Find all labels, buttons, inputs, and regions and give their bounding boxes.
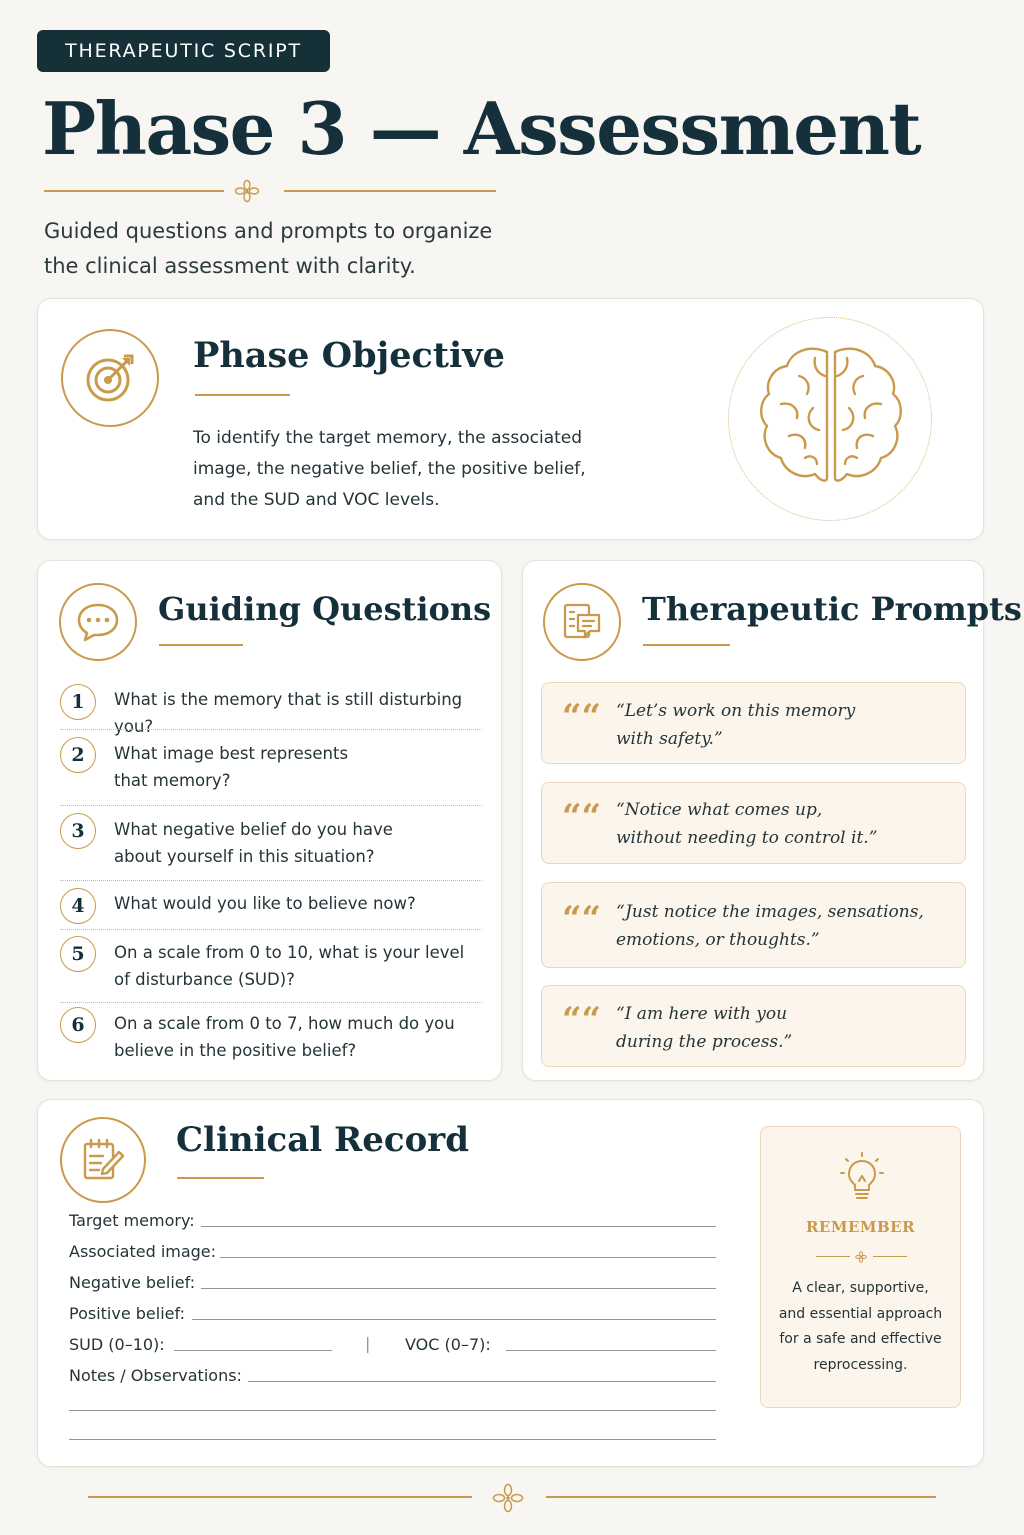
target-icon — [61, 329, 159, 427]
quote-icon: ““ — [562, 899, 602, 939]
negative-belief-field[interactable] — [201, 1288, 716, 1289]
remember-box — [760, 1126, 961, 1408]
notepad-pencil-icon — [60, 1117, 146, 1203]
lightbulb-icon — [840, 1151, 884, 1201]
target-memory-label: Target memory: — [69, 1211, 195, 1230]
questions-heading: Guiding Questions — [158, 590, 492, 628]
quote-icon: ““ — [562, 697, 602, 737]
question-divider — [60, 805, 482, 806]
flourish-icon — [488, 1482, 528, 1514]
field-separator: | — [365, 1334, 371, 1353]
prompt-text: “I am here with you during the process.” — [616, 1004, 793, 1052]
prompts-heading: Therapeutic Prompts — [642, 590, 1022, 628]
prompt-item — [541, 782, 966, 864]
page-title: Phase 3 — Assessment — [42, 86, 921, 171]
flourish-icon — [855, 1251, 867, 1263]
question-item — [60, 887, 482, 923]
question-item — [60, 683, 482, 736]
question-text: What would you like to believe now? — [114, 894, 416, 913]
question-divider — [60, 1002, 482, 1003]
objective-card — [37, 298, 984, 540]
question-text: What is the memory that is still disturbing you? — [114, 690, 463, 736]
notes-label: Notes / Observations: — [69, 1366, 242, 1385]
question-item — [60, 939, 482, 995]
question-text: What negative belief do you have about yourself in this situation? — [114, 820, 393, 866]
question-divider — [60, 880, 482, 881]
question-divider — [60, 729, 482, 730]
document-chat-icon — [543, 583, 621, 661]
question-text: On a scale from 0 to 7, how much do you believe in the positive belief? — [114, 1014, 455, 1060]
sud-field[interactable] — [174, 1350, 332, 1351]
prompt-text: “Notice what comes up, without needing to control it.” — [616, 800, 878, 848]
question-text: On a scale from 0 to 10, what is your level of disturbance (SUD)? — [114, 943, 465, 989]
prompt-text: “Let’s work on this memory with safety.” — [616, 701, 856, 749]
question-number: 2 — [60, 737, 96, 773]
question-item — [60, 1010, 482, 1066]
sud-label: SUD (0–10): — [69, 1335, 165, 1354]
objective-line-2: image, the negative belief, the positive belief, — [193, 459, 586, 479]
question-number: 3 — [60, 813, 96, 849]
associated-image-field[interactable] — [220, 1257, 716, 1258]
notes-field[interactable] — [248, 1381, 716, 1382]
question-number: 1 — [60, 684, 96, 720]
notes-field-line-3[interactable] — [69, 1439, 716, 1440]
record-heading-underline — [177, 1177, 264, 1179]
footer-divider — [88, 1480, 936, 1514]
question-number: 6 — [60, 1007, 96, 1043]
objective-line-3: and the SUD and VOC levels. — [193, 490, 440, 510]
flourish-icon — [234, 179, 260, 203]
question-number: 4 — [60, 888, 96, 924]
target-memory-field[interactable] — [201, 1226, 716, 1227]
objective-line-1: To identify the target memory, the associated — [193, 428, 583, 448]
prompt-item — [541, 682, 966, 764]
subtitle-line-1: Guided questions and prompts to organize — [44, 219, 493, 243]
positive-belief-field[interactable] — [192, 1319, 716, 1320]
prompt-item — [541, 985, 966, 1067]
question-number: 5 — [60, 936, 96, 972]
chat-bubble-icon — [59, 583, 137, 661]
title-divider — [44, 176, 496, 206]
question-item — [60, 816, 482, 872]
questions-heading-underline — [159, 644, 243, 646]
voc-field[interactable] — [506, 1350, 716, 1351]
question-divider — [60, 929, 482, 930]
negative-belief-label: Negative belief: — [69, 1273, 196, 1292]
objective-heading: Phase Objective — [193, 335, 505, 376]
remember-heading: REMEMBER — [805, 1218, 916, 1236]
question-text: What image best represents that memory? — [114, 744, 349, 790]
brain-icon — [728, 317, 932, 521]
objective-heading-underline — [195, 394, 290, 396]
record-heading: Clinical Record — [176, 1120, 469, 1160]
associated-image-label: Associated image: — [69, 1242, 217, 1261]
page-subtitle — [44, 214, 564, 284]
objective-text — [193, 423, 586, 516]
prompt-item — [541, 882, 966, 968]
notes-field-line-2[interactable] — [69, 1410, 716, 1411]
remember-divider — [816, 1251, 907, 1263]
prompt-text: “Just notice the images, sensations, emotions, or thoughts.” — [616, 902, 924, 950]
subtitle-line-2: the clinical assessment with clarity. — [44, 254, 416, 278]
quote-icon: ““ — [562, 1000, 602, 1040]
prompts-heading-underline — [643, 644, 730, 646]
remember-text: A clear, supportive, and essential approach for a safe and effective reprocessing. — [778, 1280, 943, 1373]
voc-label: VOC (0–7): — [405, 1335, 491, 1354]
question-item — [60, 740, 482, 796]
script-badge: THERAPEUTIC SCRIPT — [37, 30, 330, 72]
quote-icon: ““ — [562, 797, 602, 837]
positive-belief-label: Positive belief: — [69, 1304, 185, 1323]
